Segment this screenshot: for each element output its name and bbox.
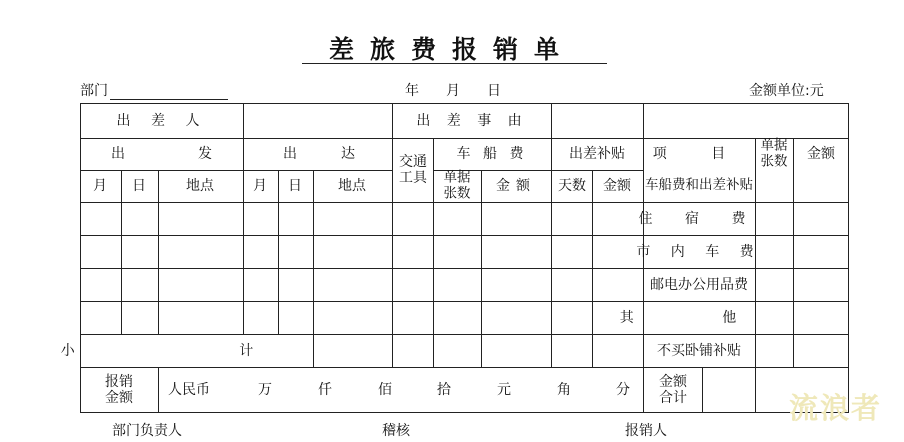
date-month: 月 <box>446 83 460 99</box>
receipts-label-fare: 单据张数 <box>443 169 471 201</box>
place-label-depart: 地点 <box>186 177 214 194</box>
claimant-label: 报销人 <box>625 423 667 439</box>
traveler-label: 出 差 人 <box>116 112 208 129</box>
month-label-arrive: 月 <box>253 177 267 194</box>
unit-shi: 拾 <box>437 381 451 398</box>
item-lodging: 住 宿 费 <box>638 210 760 227</box>
item-label: 项 目 <box>652 145 746 162</box>
dept-field: 部门 <box>80 80 228 100</box>
allowance-label: 出差补贴 <box>569 145 625 162</box>
total-label: 金额合计 <box>659 373 687 406</box>
item-fare-allowance: 车船费和出差补贴 <box>645 177 753 194</box>
dept-head-label: 部门负责人 <box>112 423 182 439</box>
audit-label: 稽核 <box>382 423 410 439</box>
arrive-label-a: 出 <box>283 145 297 162</box>
arrive-label-b: 达 <box>341 145 355 162</box>
days-label: 天数 <box>558 177 586 194</box>
fare-label: 车 船 费 <box>456 145 528 162</box>
date-year: 年 <box>405 83 419 99</box>
unit-fen: 分 <box>616 381 630 398</box>
item-no-sleeper: 不买卧铺补贴 <box>657 342 741 359</box>
depart-label-b: 发 <box>198 145 212 162</box>
receipts-label-right: 单据张数 <box>760 137 788 169</box>
transport-label: 交通工具 <box>399 153 427 186</box>
amount-label-fare: 金额 <box>496 177 536 194</box>
item-local-transport: 市 内 车 费 <box>636 243 762 260</box>
rmb-label: 人民币 <box>168 381 210 398</box>
amount-label-right: 金额 <box>807 145 835 162</box>
place-label-arrive: 地点 <box>338 177 366 194</box>
day-label-arrive: 日 <box>288 177 302 194</box>
amount-label-allowance: 金额 <box>603 177 631 194</box>
item-other: 其 他 <box>619 309 779 326</box>
watermark: 流浪者 <box>789 391 883 425</box>
reimb-amount-label: 报销金额 <box>105 373 133 406</box>
day-label-depart: 日 <box>132 177 146 194</box>
unit-qian: 仟 <box>318 381 332 398</box>
unit-jiao: 角 <box>557 381 571 398</box>
item-postal-office: 邮电办公用品费 <box>650 276 748 293</box>
unit-bai: 佰 <box>378 381 392 398</box>
reason-label: 出 差 事 由 <box>416 112 528 129</box>
depart-label-a: 出 <box>111 145 125 162</box>
amount-unit: 金额单位:元 <box>749 83 824 99</box>
unit-wan: 万 <box>258 381 272 398</box>
subtotal-label: 小 计 <box>60 342 334 359</box>
unit-yuan: 元 <box>497 381 511 398</box>
month-label-depart: 月 <box>93 177 107 194</box>
date-day: 日 <box>487 83 501 99</box>
form-title: 差旅费报销单 <box>328 35 575 64</box>
